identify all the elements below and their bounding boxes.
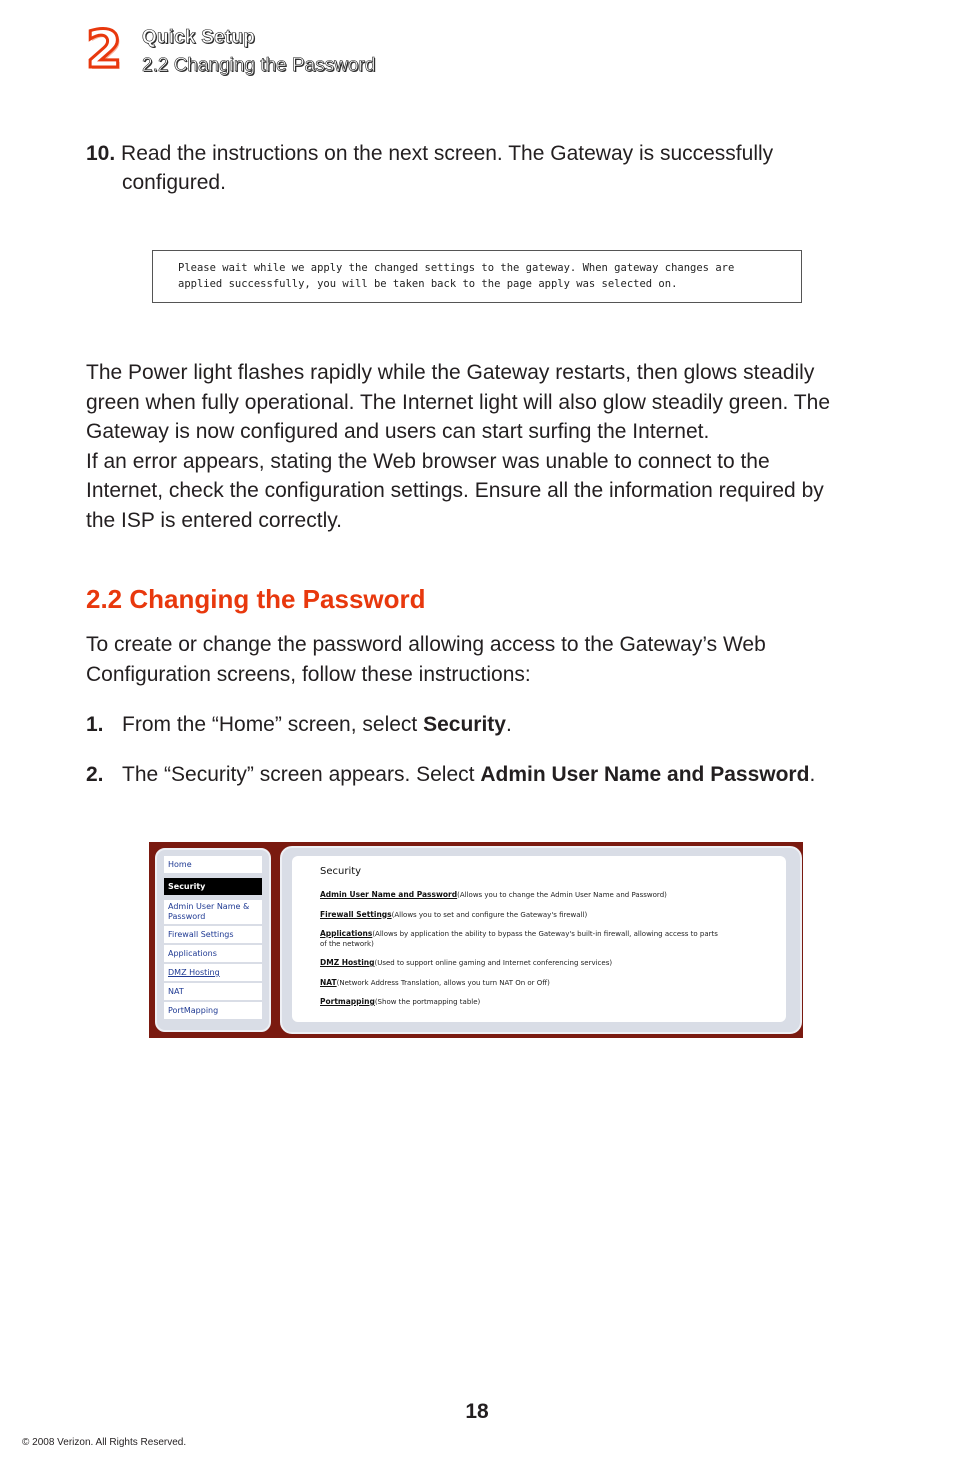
step-bold-text: Admin User Name and Password [480, 763, 810, 786]
security-screen-screenshot [149, 842, 803, 1038]
step-10 [86, 139, 773, 169]
security-nav-panel [155, 848, 271, 1032]
nav-item-portmapping[interactable]: PortMapping [164, 1002, 262, 1019]
option-description: (Allows you to change the Admin User Name and Password) [457, 891, 667, 899]
step-text: The “Security” screen appears. Select [122, 763, 481, 786]
dmz-hosting-link[interactable]: DMZ Hosting [320, 958, 375, 967]
portmapping-link[interactable]: Portmapping [320, 997, 375, 1006]
nav-item-applications[interactable]: Applications [164, 945, 262, 962]
option-description-continued: of the network) [320, 939, 374, 948]
step-punct: . [505, 713, 512, 736]
notice-line: Please wait while we apply the changed settings to the gateway. When gateway changes are [178, 262, 735, 274]
paragraph-power-light [86, 358, 886, 535]
paragraph-line: Internet, check the configuration settings. Ensure all the information required by [86, 479, 824, 502]
nat-link[interactable]: NAT [320, 977, 337, 987]
option-description: (Network Address Translation, allows you turn NAT On or Off) [336, 978, 550, 987]
step-bold-text: Security [423, 713, 506, 736]
nav-label: Password [168, 912, 206, 921]
intro-line: Configuration screens, follow these instructions: [86, 662, 531, 686]
security-content [292, 856, 786, 1022]
step-number: 10. [86, 142, 116, 165]
paragraph-line: If an error appears, stating the Web browser was unable to connect to the [86, 449, 770, 473]
paragraph-line: The Power light flashes rapidly while the Gateway restarts, then glows steadily [86, 361, 815, 384]
copyright-notice: © 2008 Verizon. All Rights Reserved. [22, 1437, 187, 1448]
security-options-list [320, 890, 780, 1017]
section-intro [86, 630, 886, 689]
nav-label: Admin User Name & [168, 902, 250, 911]
applications-link[interactable]: Applications [320, 929, 373, 938]
nav-item-home[interactable]: Home [164, 856, 262, 873]
section-heading: 2.2 Changing the Password [86, 584, 426, 614]
admin-user-name-password-link[interactable]: Admin User Name and Password [320, 890, 458, 899]
paragraph-line: green when fully operational. The Internet light will also glow steadily green. The [86, 390, 830, 414]
header-subtitle: 2.2 Changing the Password [142, 55, 376, 76]
nav-item-admin-user-name-password[interactable] [164, 900, 262, 924]
security-option [320, 997, 780, 1008]
apply-notice-screenshot [152, 250, 802, 303]
security-option [320, 978, 780, 989]
nav-item-security[interactable]: Security [164, 878, 262, 895]
step-1 [86, 710, 886, 740]
nav-item-dmz-hosting[interactable]: DMZ Hosting [164, 964, 262, 981]
nav-item-nat[interactable]: NAT [164, 983, 262, 1000]
option-description: (Allows you to set and configure the Gateway's firewall) [391, 910, 588, 919]
security-option [320, 910, 780, 921]
apply-notice-text [178, 260, 778, 292]
notice-line: applied successfully, you will be taken back to the page apply was selected on. [178, 278, 678, 290]
step-punct: . [809, 763, 816, 786]
chapter-number: 2 [86, 20, 123, 80]
option-description: (Allows by application the ability to bypass the Gateway's built-in firewall, allowing access to parts [372, 930, 718, 938]
security-option [320, 929, 780, 949]
firewall-settings-link[interactable]: Firewall Settings [320, 909, 392, 919]
step-number: 1. [86, 713, 104, 736]
step-2 [86, 760, 886, 790]
header-title: Quick Setup [142, 27, 256, 48]
security-option [320, 958, 780, 969]
nav-item-firewall-settings[interactable]: Firewall Settings [164, 926, 262, 943]
intro-line: To create or change the password allowing access to the Gateway’s Web [86, 633, 766, 656]
step-10-continued: configured. [122, 171, 226, 194]
security-title: Security [320, 866, 362, 877]
paragraph-line: Gateway is now configured and users can start surfing the Internet. [86, 420, 710, 443]
option-description: (Show the portmapping table) [374, 998, 481, 1006]
step-text: Read the instructions on the next screen. The Gateway is successfully [121, 142, 774, 165]
paragraph-line: the ISP is entered correctly. [86, 508, 343, 532]
step-number: 2. [86, 763, 104, 786]
security-option [320, 890, 780, 901]
security-content-panel [280, 846, 802, 1034]
page-number: 18 [465, 1400, 489, 1423]
option-description: (Used to support online gaming and Internet conferencing services) [374, 959, 613, 967]
step-text: From the “Home” screen, select [122, 713, 424, 736]
